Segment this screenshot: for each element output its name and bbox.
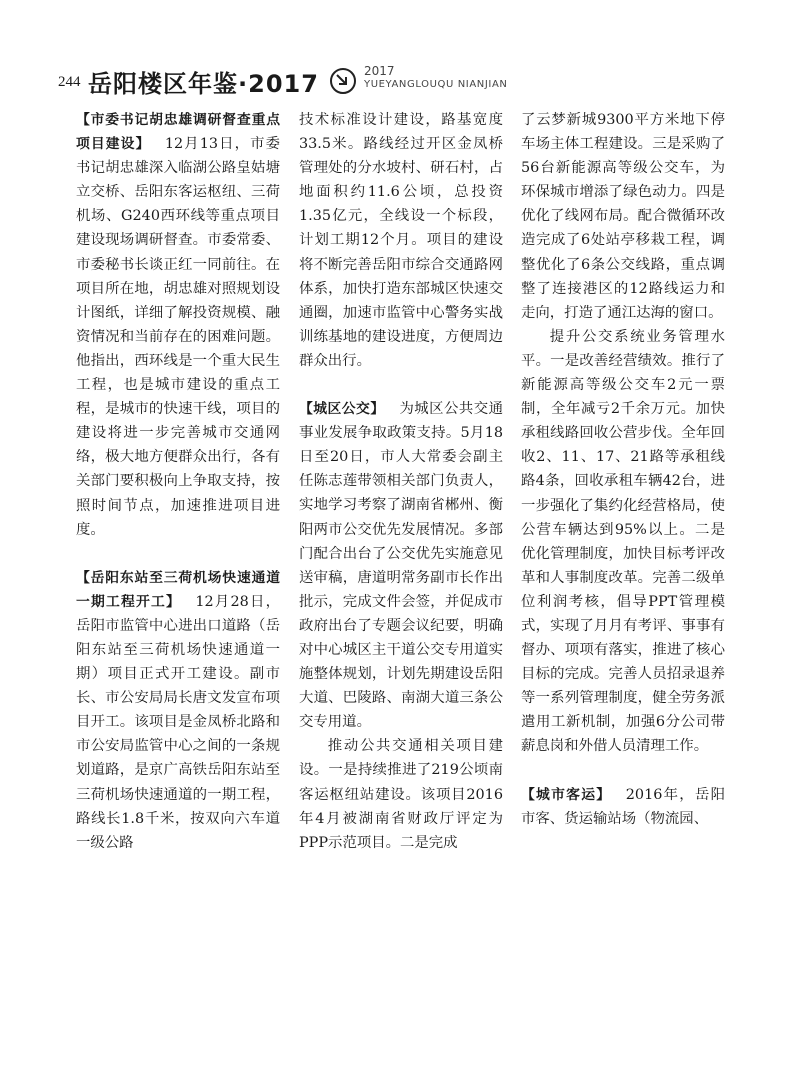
column-2 (299, 108, 503, 855)
section-title: 【城市客运】 (521, 786, 612, 803)
section-text: 12月13日，市委书记胡忠雄深入临湖公路皇姑塘立交桥、岳阳东客运枢纽、三荷机场、G240西环线等重点项目建设现场调研督查。市委常委、市委秘书长谈正红一同前往。在项目所在地，胡忠雄对照规划设计图纸，详细了解投资规模、融资情况和当前存在的困难问题。他指出，西环线是一个重大民生工程，也是城市建设的重点工程，是城市的快速干线，项目的建设将进一步完善城市交通网络，极大地方便群众出行，各有关部门要积极向上争取支持，按照时间节点，加速推进项目进度。 (76, 136, 281, 538)
column-3 (521, 108, 725, 831)
section-paragraph (299, 397, 503, 734)
yearbook-title: 岳阳楼区年鉴·2017 (88, 70, 319, 98)
body-paragraph: 推动公共交通相关项目建设。一是持续推进了219公顷南客运枢纽站建设。该项目2016年4月被湖南省财政厅评定为PPP示范项目。二是完成 (299, 738, 503, 851)
section-text: 为城区公共交通事业发展争取政策支持。5月18日至20日，市人大常委会副主任陈志莲带领相关部门负责人，实地学习考察了湖南省郴州、衡阳两市公交优先发展情况。多部门配合出台了公交优先实施意见送审稿，唐道明常务副市长作出批示，完成文件会签，并促成市政府出台了专题会议纪要，明确对中心城区主干道公交专用道实施整体规划，计划先期建设岳阳大道、巴陵路、南湖大道三条公交专用道。 (299, 401, 503, 731)
body-paragraph: 提升公交系统业务管理水平。一是改善经营绩效。推行了新能源高等级公交车2元一票制，全年减亏2千余万元。加快承租线路回收公营步伐。全年回收2、11、17、21路等承租线路4条，回收承租车辆42台，进一步强化了集约化经营格局，使公营车辆达到95%以上。二是优化管理制度，加快目标考评改革和人事制度改革。完善二级单位利润考核，倡导PPT管理模式，实现了月月有考评、事事有督办、项项有落实，推进了核心目标的完成。完善人员招录退养等一系列管理制度，健全劳务派遣用工新机制，加强6分公司带薪息岗和外借人员清理工作。 (521, 328, 725, 755)
section-title: 【市委书记胡忠雄调研督查重点项目建设】 (76, 112, 280, 153)
section-title: 【城区公交】 (299, 401, 385, 418)
page-header (58, 62, 738, 98)
section-paragraph (76, 108, 280, 542)
section-paragraph (76, 566, 280, 855)
header-subtitle: YUEYANGLOUQU NIANJIAN (364, 79, 508, 90)
section-text: 2016年，岳阳市客、货运输站场（物流园、 (521, 786, 726, 827)
header-year: 2017 (364, 64, 395, 78)
section-title: 【岳阳东站至三荷机场快速通道一期工程开工】 (76, 569, 280, 610)
section-text: 12月28日，岳阳市监管中心进出口道路（岳阳东站至三荷机场快速通道一期）项目正式开工建设。副市长、市公安局局长唐文发宣布项目开工。该项目是金凤桥北路和市公安局监管中心之间的一条规划道路，是京广高铁岳阳东站至三荷机场快速通道的一期工程，路线长1.8千米，按双向六车道一级公路 (76, 593, 280, 851)
body-paragraph: 技术标准设计建设，路基宽度33.5米。路线经过开区金凤桥管理处的分水坡村、研石村，占地面积约11.6公顷，总投资1.35亿元，全线设一个标段，计划工期12个月。项目的建设将不断完善岳阳市综合交通路网体系，加快打造东部城区快速交通圈，加速市监管中心警务实战训练基地的建设进度，方便周边群众出行。 (299, 112, 503, 369)
column-1 (76, 108, 280, 855)
arrow-circle-icon (330, 68, 356, 94)
body-paragraph: 了云梦新城9300平方米地下停车场主体工程建设。三是采购了56台新能源高等级公交车，为环保城市增添了绿色动力。四是优化了线网布局。配合微循环改造完成了6处站亭移栽工程，调整优化了6条公交线路，重点调整了连接港区的12路线运力和走向，打造了通江达海的窗口。 (521, 112, 725, 321)
section-paragraph (521, 783, 725, 831)
page-number: 244 (58, 74, 81, 90)
